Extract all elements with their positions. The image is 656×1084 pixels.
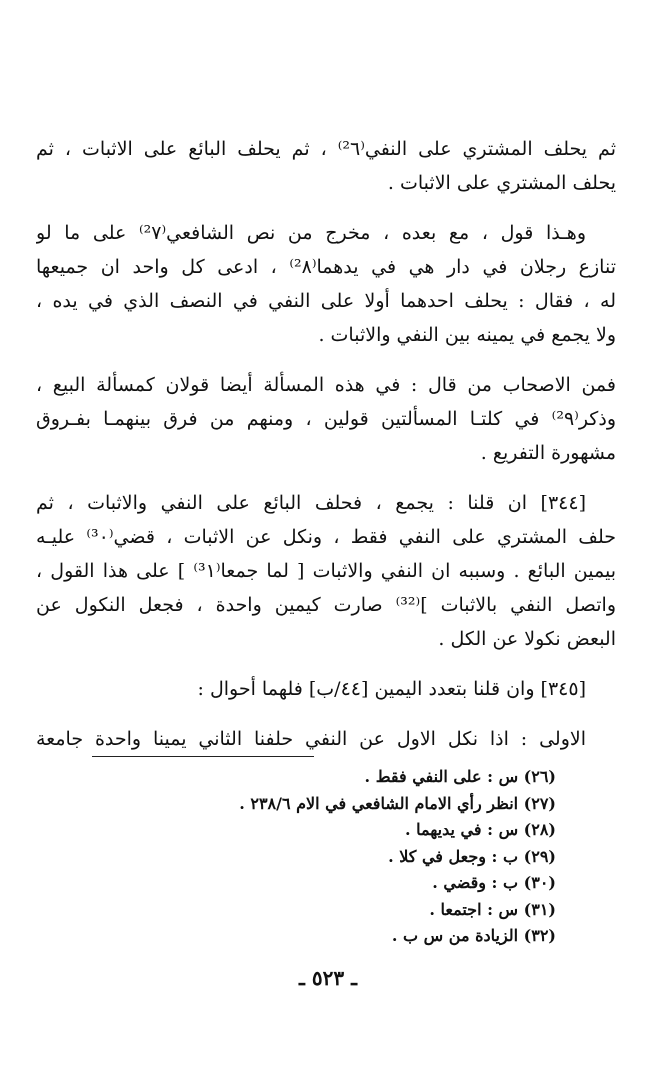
text-line: البعض نكولا عن الكل . — [438, 628, 616, 650]
paragraph-2 — [36, 216, 616, 352]
paragraph-4 — [36, 486, 616, 656]
text-line: حلف المشتري على النفي فقط ، ونكل عن الاثبات ، قضي⁽³٠⁾ عليـه — [36, 526, 616, 548]
paragraph-5 — [36, 672, 616, 706]
footnote: (٢٨) س : في يديهما . — [405, 820, 556, 839]
text-line: واتصل النفي بالاثبات ]⁽³²⁾ صارت كيمين واحدة ، فجعل النكول عن — [36, 594, 616, 616]
text-line: [٣٤٥] وان قلنا بتعدد اليمين [٤٤/ب] فلهما أحوال : — [197, 678, 586, 700]
text-line: فمن الاصحاب من قال : في هذه المسألة أيضا قولان كمسألة البيع ، — [36, 374, 616, 396]
footnote: (٢٩) ب : وجعل في كلا . — [388, 846, 556, 866]
footnote: (٣٢) الزيادة من س ب . — [391, 926, 556, 945]
paragraph-6 — [36, 722, 616, 756]
footnote: (٢٦) س : على النفي فقط . — [364, 767, 556, 786]
footnote: (٣٠) ب : وقضي . — [432, 873, 556, 892]
text-line: تنازع رجلان في دار هي في يدهما⁽²٨⁾ ، ادعى كل واحد ان جميعها — [36, 256, 616, 278]
footnote: (٢٧) انظر رأي الامام الشافعي في الام ٢٣٨/٦ . — [239, 793, 556, 813]
text-line: وهـذا قول ، مع بعده ، مخرج من نص الشافعي⁽²٧⁾ على ما لو — [36, 222, 586, 244]
paragraph-1 — [36, 132, 616, 200]
text-line: له ، فقال : يحلف احدهما أولا على النفي في النصف الذي في يده ، — [36, 290, 616, 312]
text-line: مشهورة التفريع . — [480, 442, 616, 464]
footnote-divider — [92, 756, 314, 757]
text-line: ولا يجمع في يمينه بين النفي والاثبات . — [318, 324, 616, 346]
text-line: ثم يحلف المشتري على النفي⁽²٦⁾ ، ثم يحلف البائع على الاثبات ، ثم — [36, 138, 616, 160]
text-line: الاولى : اذا نكل الاول عن النفي حلفنا الثاني يمينا واحدة جامعة — [36, 728, 586, 750]
footnote: (٣١) س : اجتمعا . — [429, 899, 556, 919]
text-line: وذكر⁽²٩⁾ في كلتـا المسألتين قولين ، ومنهم من فرق بينهمـا بفـروق — [36, 408, 616, 430]
page-number: ـ ٥٢٣ ـ — [299, 966, 357, 990]
text-line: بيمين البائع . وسببه ان النفي والاثبات [ لما جمعا⁽³١⁾ ] على هذا القول ، — [36, 560, 616, 582]
text-line: يحلف المشتري على الاثبات . — [387, 172, 616, 194]
footnotes — [80, 764, 556, 950]
text-line: [٣٤٤] ان قلنا : يجمع ، فحلف البائع على النفي والاثبات ، ثم — [36, 492, 586, 514]
body-text — [36, 132, 616, 772]
paragraph-3 — [36, 368, 616, 470]
